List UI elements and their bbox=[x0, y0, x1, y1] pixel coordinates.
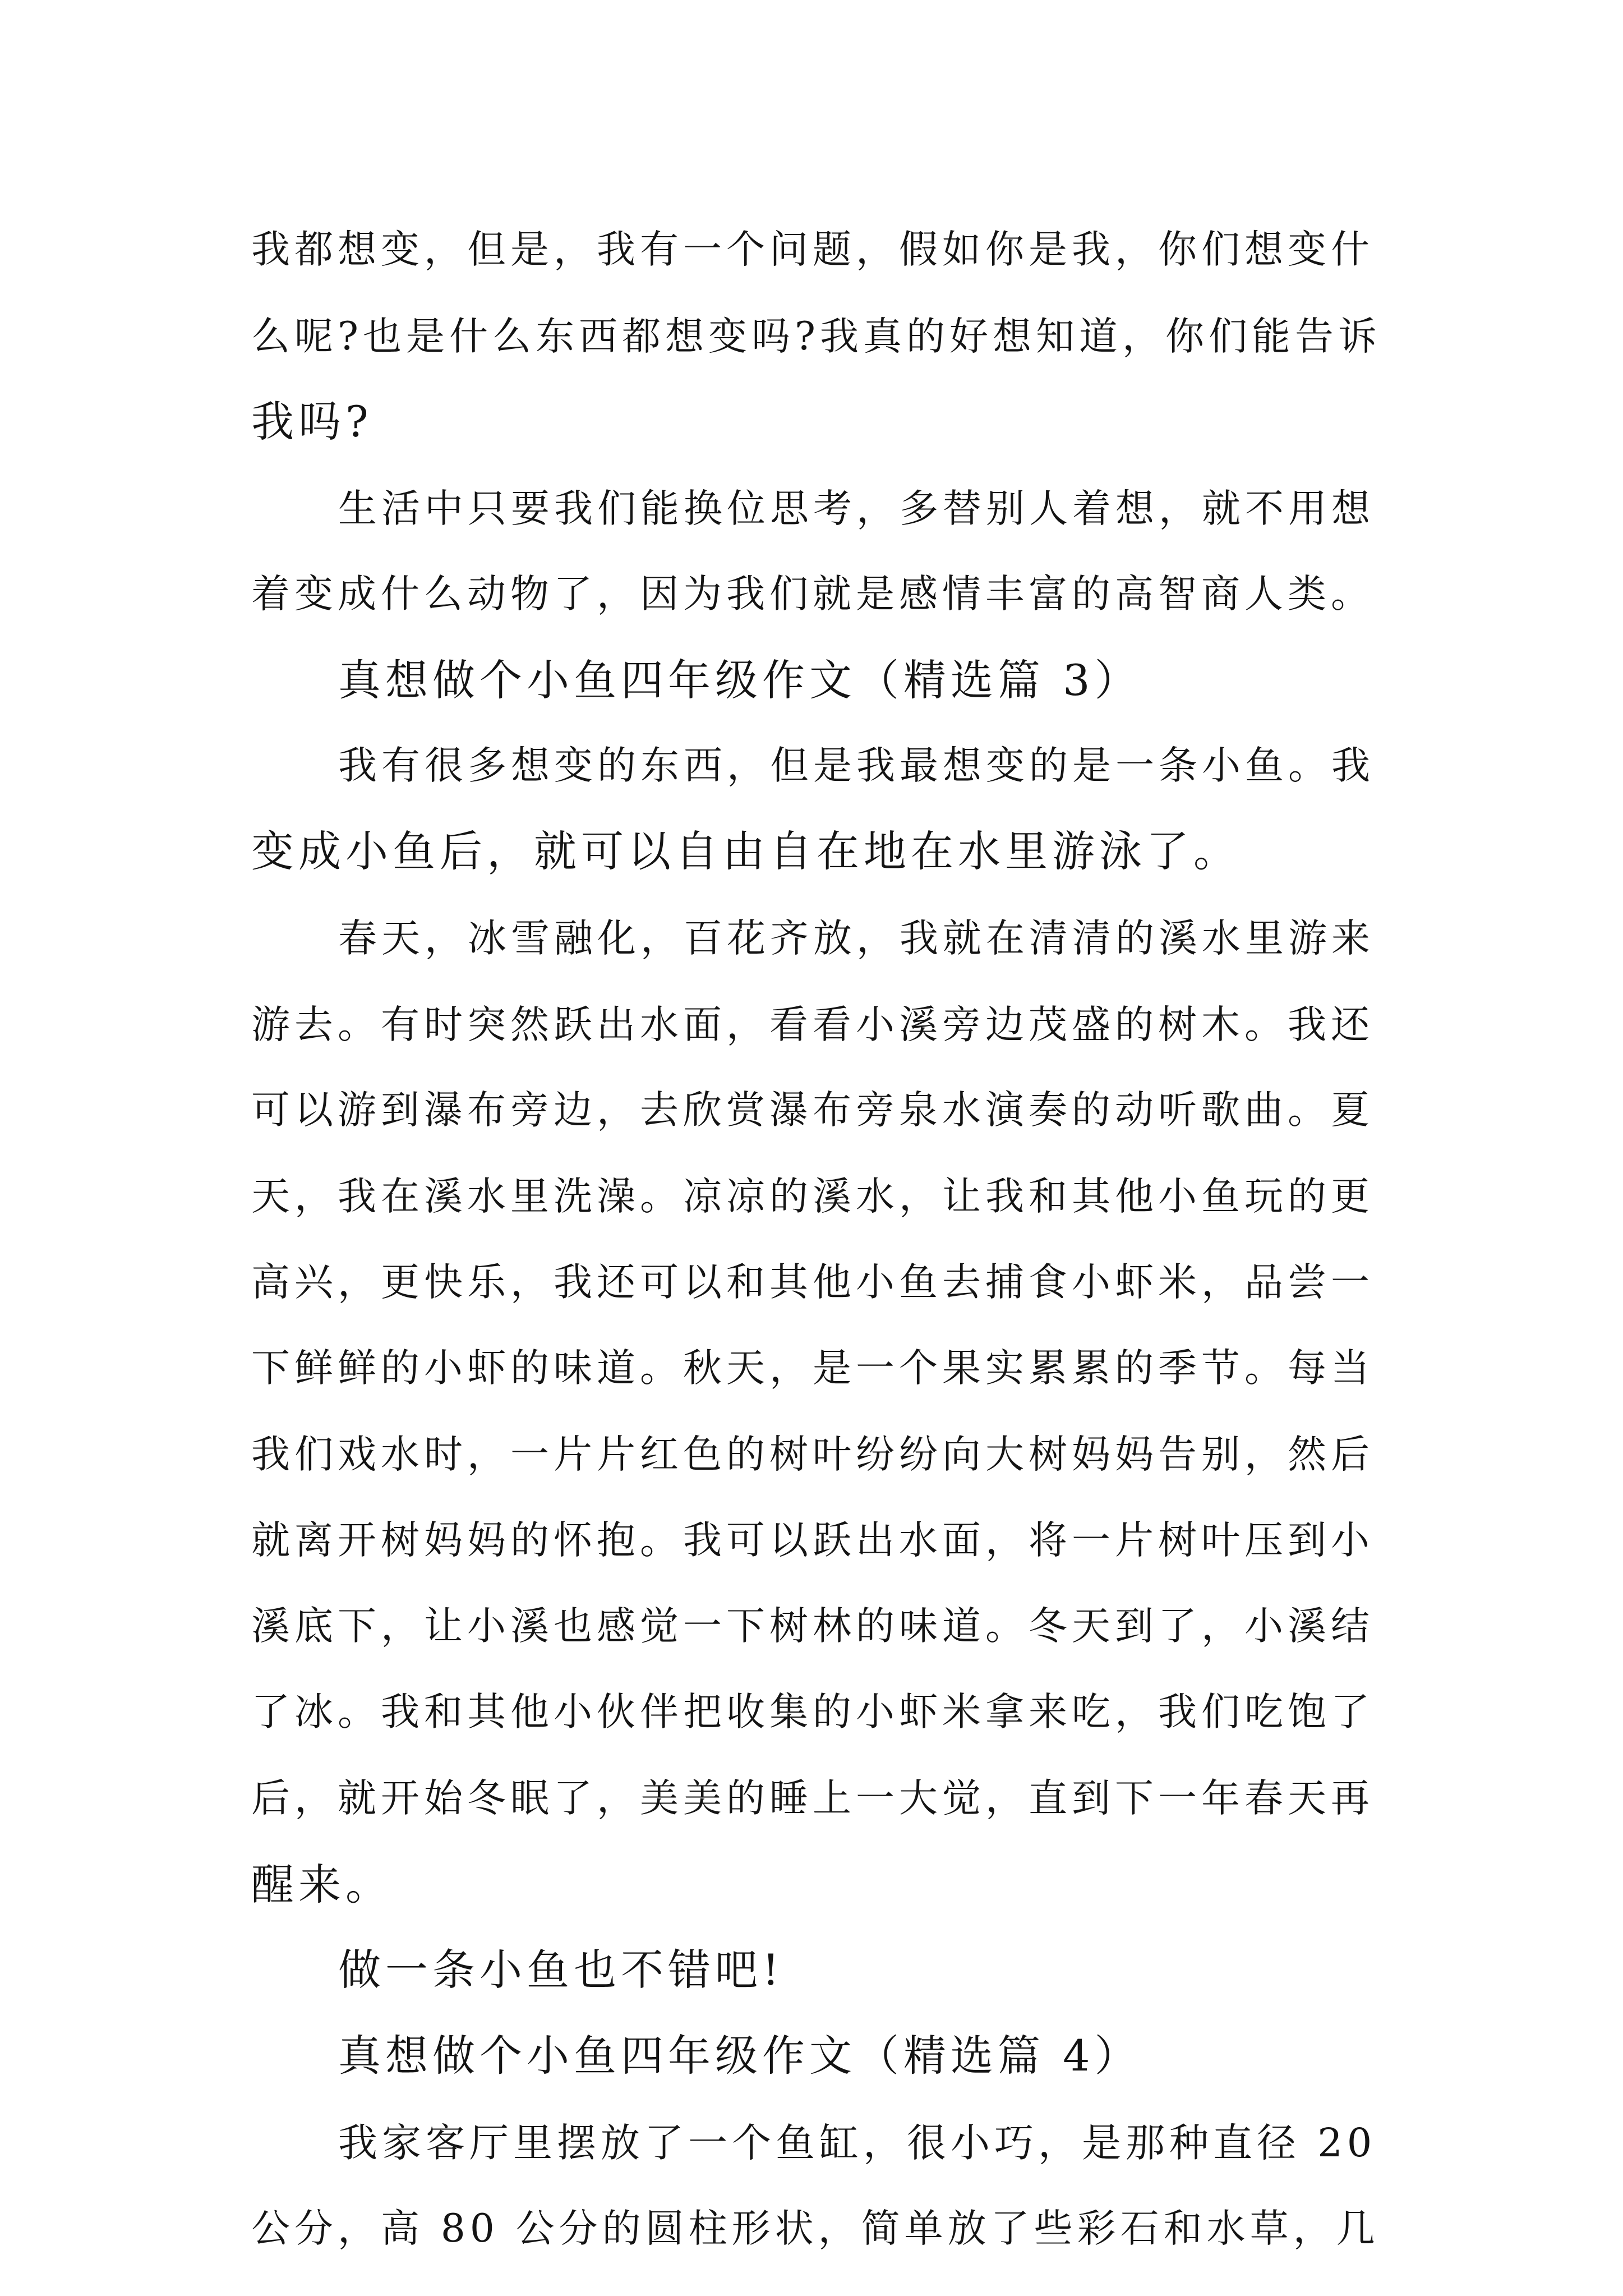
text-line: 公分，高 80 公分的圆柱形状，简单放了些彩石和水草，几 bbox=[251, 2206, 1380, 2251]
text-line: 着变成什么动物了，因为我们就是感情丰富的高智商人类。 bbox=[251, 572, 1374, 616]
paragraph-first-line: 真想做个小鱼四年级作文（精选篇 3） bbox=[338, 655, 1142, 705]
text-line: 溪底下，让小溪也感觉一下树林的味道。冬天到了，小溪结 bbox=[251, 1604, 1374, 1649]
paragraph-first-line: 做一条小鱼也不错吧! bbox=[338, 1945, 784, 1995]
text-line: 游去。有时突然跃出水面，看看小溪旁边茂盛的树木。我还 bbox=[251, 1002, 1374, 1047]
paragraph-first-line: 春天，冰雪融化，百花齐放，我就在清清的溪水里游来 bbox=[338, 916, 1375, 961]
text-line: 了冰。我和其他小伙伴把收集的小虾米拿来吃，我们吃饱了 bbox=[251, 1690, 1374, 1734]
text-line: 天，我在溪水里洗澡。凉凉的溪水，让我和其他小鱼玩的更 bbox=[251, 1174, 1374, 1219]
text-line: 么呢?也是什么东西都想变吗?我真的好想知道，你们能告诉 bbox=[251, 314, 1381, 359]
text-line: 醒来。 bbox=[251, 1860, 393, 1910]
text-line: 我们戏水时，一片片红色的树叶纷纷向大树妈妈告别，然后 bbox=[251, 1432, 1374, 1477]
text-line: 高兴，更快乐，我还可以和其他小鱼去捕食小虾米，品尝一 bbox=[251, 1260, 1374, 1305]
text-line: 我都想变，但是，我有一个问题，假如你是我，你们想变什 bbox=[251, 227, 1374, 272]
paragraph-first-line: 真想做个小鱼四年级作文（精选篇 4） bbox=[338, 2031, 1142, 2081]
text-line: 下鲜鲜的小虾的味道。秋天，是一个果实累累的季节。每当 bbox=[251, 1346, 1374, 1391]
paragraph-first-line: 我家客厅里摆放了一个鱼缸，很小巧，是那种直径 20 bbox=[338, 2120, 1377, 2166]
text-line: 变成小鱼后，就可以自由自在地在水里游泳了。 bbox=[251, 826, 1241, 876]
text-line: 可以游到瀑布旁边，去欣赏瀑布旁泉水演奏的动听歌曲。夏 bbox=[251, 1088, 1374, 1133]
text-line: 后，就开始冬眠了，美美的睡上一大觉，直到下一年春天再 bbox=[251, 1776, 1374, 1821]
paragraph-first-line: 我有很多想变的东西，但是我最想变的是一条小鱼。我 bbox=[338, 743, 1375, 788]
text-line: 我吗? bbox=[251, 397, 373, 447]
text-line: 就离开树妈妈的怀抱。我可以跃出水面，将一片树叶压到小 bbox=[251, 1518, 1374, 1563]
paragraph-first-line: 生活中只要我们能换位思考，多替别人着想，就不用想 bbox=[338, 486, 1375, 531]
